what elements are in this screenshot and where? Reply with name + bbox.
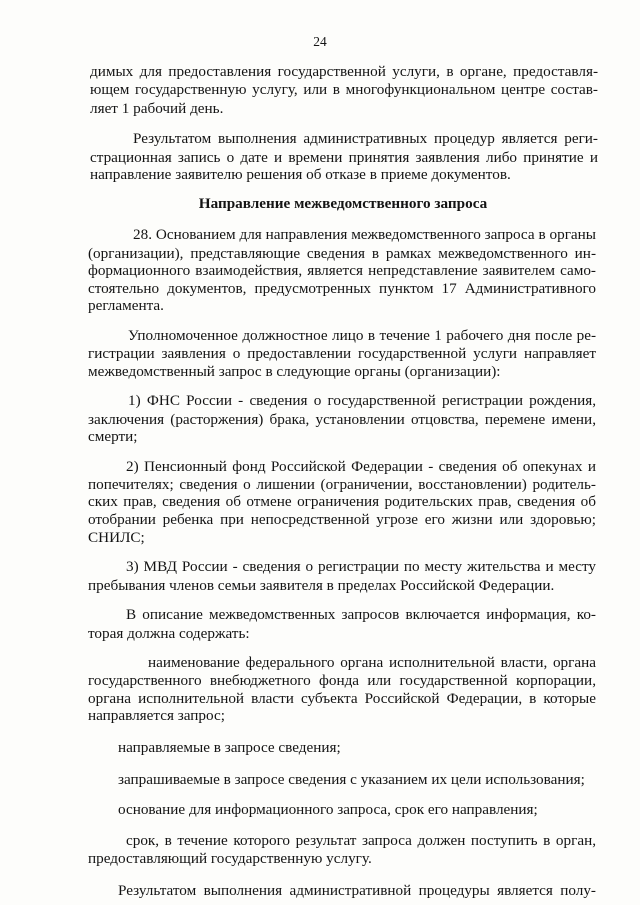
text-line: направляемые в запросе сведения; bbox=[118, 738, 341, 756]
text-line: государственного внебюджетного фонда или государственной корпорации, bbox=[88, 671, 596, 689]
text-line: формационного взаимодействия, является непредставление заявителем само- bbox=[88, 261, 596, 279]
section-heading: Направление межведомственного запроса bbox=[198, 194, 488, 212]
text-line: заключения (расторжения) брака, установлении отцовства, перемене имени, bbox=[88, 410, 596, 428]
text-line: запрашиваемые в запросе сведения с указанием их цели использования; bbox=[118, 770, 585, 788]
text-line: направляется запрос; bbox=[88, 707, 225, 725]
text-line: страционная запись о дате и времени принятия заявления либо принятие и bbox=[90, 148, 598, 166]
text-line: срок, в течение которого результат запроса должен поступить в орган, bbox=[126, 832, 596, 850]
text-line: наименование федерального органа исполнительной власти, органа bbox=[148, 654, 596, 672]
text-line: регламента. bbox=[88, 297, 164, 315]
text-line: 1) ФНС России - сведения о государственной регистрации рождения, bbox=[128, 392, 596, 410]
text-line: стоятельно документов, предусмотренных пунктом 17 Административного bbox=[88, 280, 596, 297]
text-line: ющем государственную услугу, или в многофункциональном центре состав- bbox=[90, 81, 598, 99]
text-line: гистрации заявления о предоставлении государственной услуги направляет bbox=[88, 345, 596, 363]
text-line: СНИЛС; bbox=[88, 528, 145, 546]
text-line: ских прав, сведения об отмене ограничения родительских прав, сведения об bbox=[88, 493, 596, 511]
text-line: пребывания членов семьи заявителя в пределах Российской Федерации. bbox=[88, 576, 555, 594]
text-line: основание для информационного запроса, срок его направления; bbox=[118, 801, 538, 819]
text-line: смерти; bbox=[88, 427, 138, 445]
text-line: направление заявителю решения об отказе в приеме документов. bbox=[90, 165, 511, 183]
text-line: Уполномоченное должностное лицо в течение 1 рабочего дня после ре- bbox=[128, 327, 596, 344]
text-line: В описание межведомственных запросов включается информация, ко- bbox=[126, 606, 596, 624]
text-line: димых для предоставления государственной услуги, в органе, предоставля- bbox=[90, 63, 598, 80]
text-line: 3) МВД России - сведения о регистрации по месту жительства и месту bbox=[126, 558, 596, 576]
text-line: попечителях; сведения о лишении (ограничении, восстановлении) родитель- bbox=[88, 475, 596, 493]
text-line: торая должна содержать: bbox=[88, 624, 250, 642]
text-line: предоставляющий государственную услугу. bbox=[88, 850, 372, 868]
text-line: Результатом выполнения административных процедур является реги- bbox=[133, 130, 598, 148]
text-line: органа исполнительной власти субъекта Российской Федерации, в которые bbox=[88, 690, 596, 707]
text-line: 28. Основанием для направления межведомственного запроса в органы bbox=[133, 226, 596, 244]
text-line: отобрании ребенка при непосредственной угрозе его жизни или здоровью; bbox=[88, 511, 596, 529]
page-number: 24 bbox=[313, 34, 327, 49]
text-line: межведомственный запрос в следующие органы (организации): bbox=[88, 362, 501, 380]
text-line: 2) Пенсионный фонд Российской Федерации - сведения об опекунах и bbox=[126, 457, 596, 475]
text-line: Результатом выполнения административной процедуры является полу- bbox=[118, 882, 596, 899]
text-line: (организации), представляющие сведения в рамках межведомственного ин- bbox=[88, 244, 596, 262]
text-line: ляет 1 рабочий день. bbox=[90, 99, 224, 117]
